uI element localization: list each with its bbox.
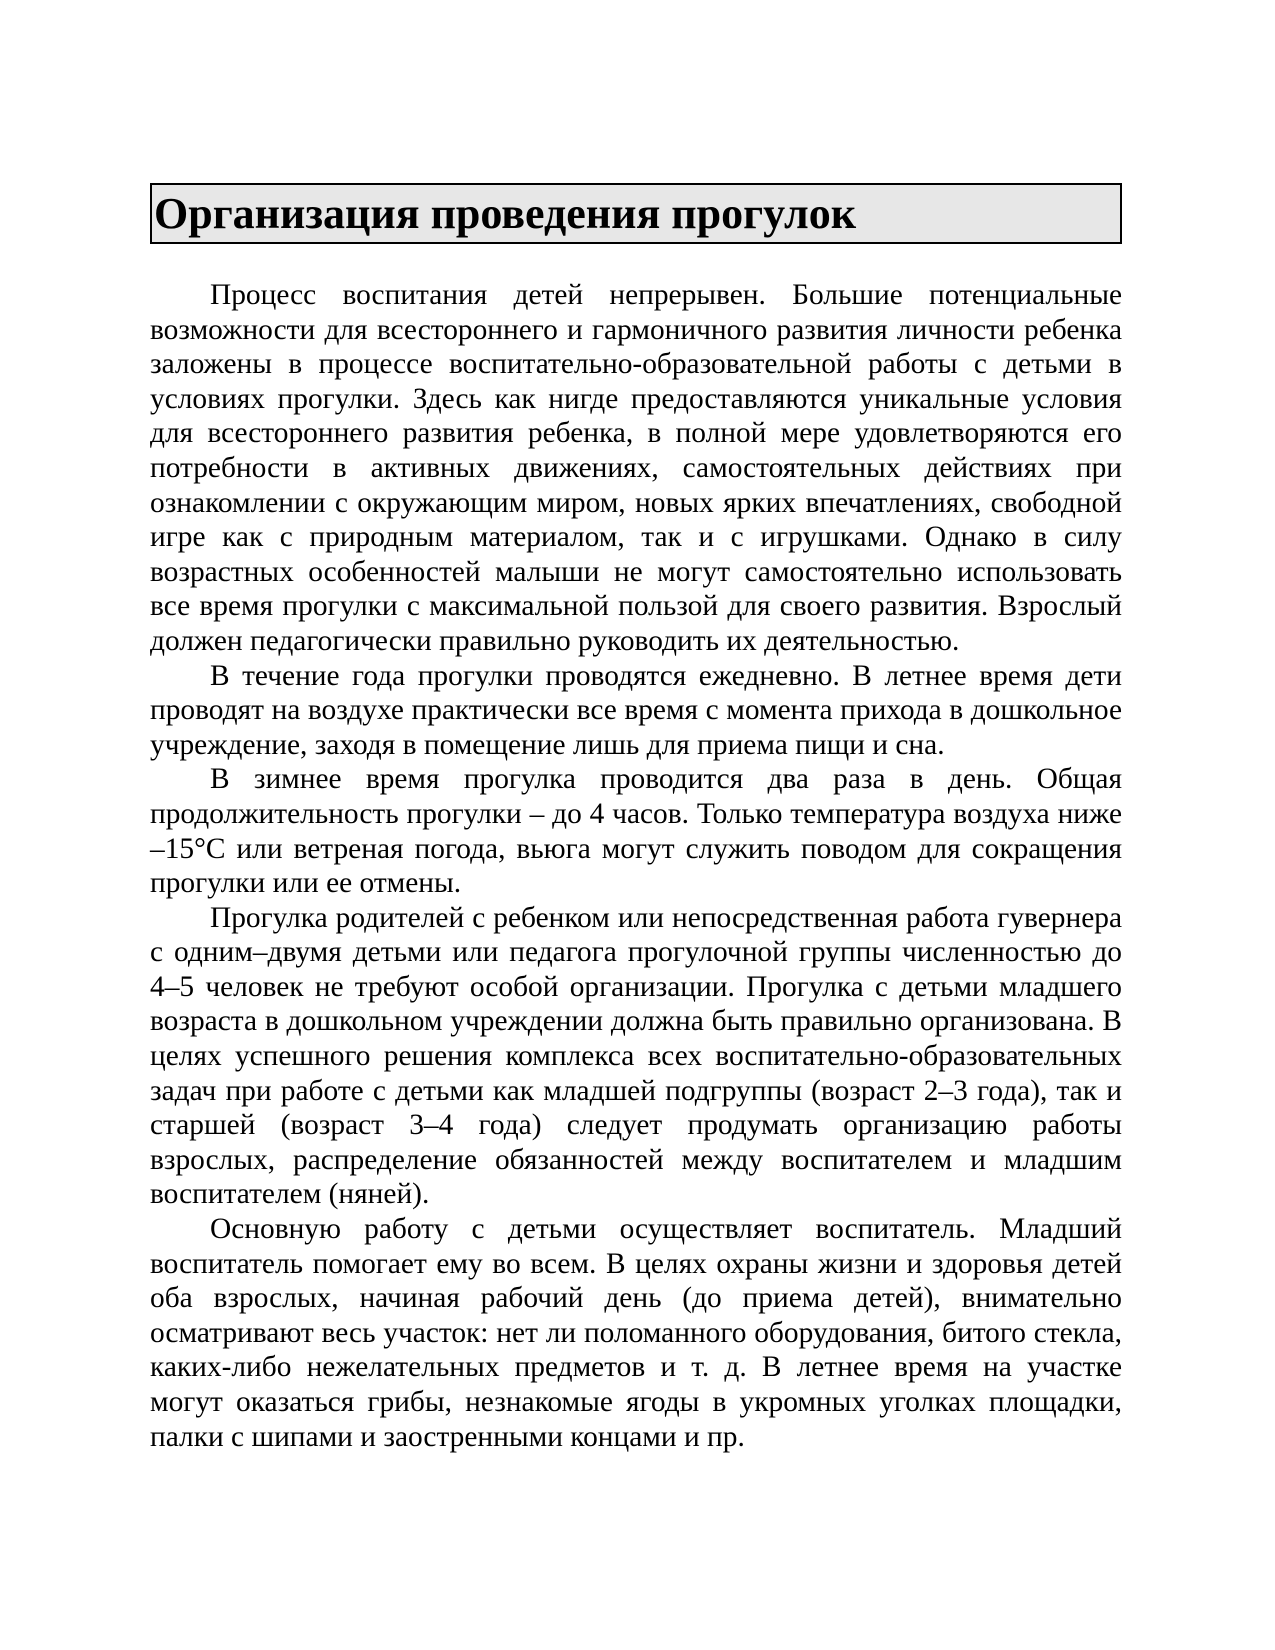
paragraph-2: В течение года прогулки проводятся ежедневно. В летнее время дети проводят на воздухе практически все время с момента прихода в дошкольное учреждение, заходя в помещение лишь для приема пищи и сна.: [150, 659, 1122, 761]
paragraph-4: Прогулка родителей с ребенком или непосредственная работа гувернера с одним–двумя детьми или педагога прогулочной группы численностью до 4–5 человек не требуют особой организации. Прогулка с детьми младшего возраста в дошкольном учреждении должна быть правильно организована. В целях успешного решения комплекса всех воспитательно-образовательных задач при работе с детьми как младшей подгруппы (возраст 2–3 года), так и старшей (возраст 3–4 года) следует продумать организацию работы взрослых, распределение обязанностей между воспитателем и младшим воспитателем (няней).: [150, 901, 1122, 1211]
paragraph-5: Основную работу с детьми осуществляет воспитатель. Младший воспитатель помогает ему во всем. В целях охраны жизни и здоровья детей оба взрослых, начиная рабочий день (до приема детей), внимательно осматривают весь участок: нет ли поломанного оборудования, битого стекла, каких-либо нежелательных предметов и т. д. В летнее время на участке могут оказаться грибы, незнакомые ягоды в укромных уголках площадки, палки с шипами и заостренными концами и пр.: [150, 1213, 1122, 1453]
paragraph-3: В зимнее время прогулка проводится два раза в день. Общая продолжительность прогулки – до 4 часов. Только температура воздуха ниже –15°С или ветреная погода, вьюга могут служить поводом для сокращения прогулки или ее отмены.: [150, 763, 1122, 900]
title-box: [150, 183, 1122, 244]
paragraph-1: Процесс воспитания детей непрерывен. Большие потенциальные возможности для всестороннего и гармоничного развития личности ребенка заложены в процессе воспитательно-образовательной работы с детьми в условиях прогулки. Здесь как нигде предоставляются уникальные условия для всестороннего развития ребенка, в полной мере удовлетворяются его потребности в активных движениях, самостоятельных действиях при ознакомлении с окружающим миром, новых ярких впечатлениях, свободной игре как с природным материалом, так и с игрушками. Однако в силу возрастных особенностей малыши не могут самостоятельно использовать все время прогулки с максимальной пользой для своего развития. Взрослый должен педагогически правильно руководить их деятельностью.: [150, 279, 1122, 657]
document-body: [150, 278, 1122, 1454]
page-title: Организация проведения прогулок: [154, 188, 857, 238]
